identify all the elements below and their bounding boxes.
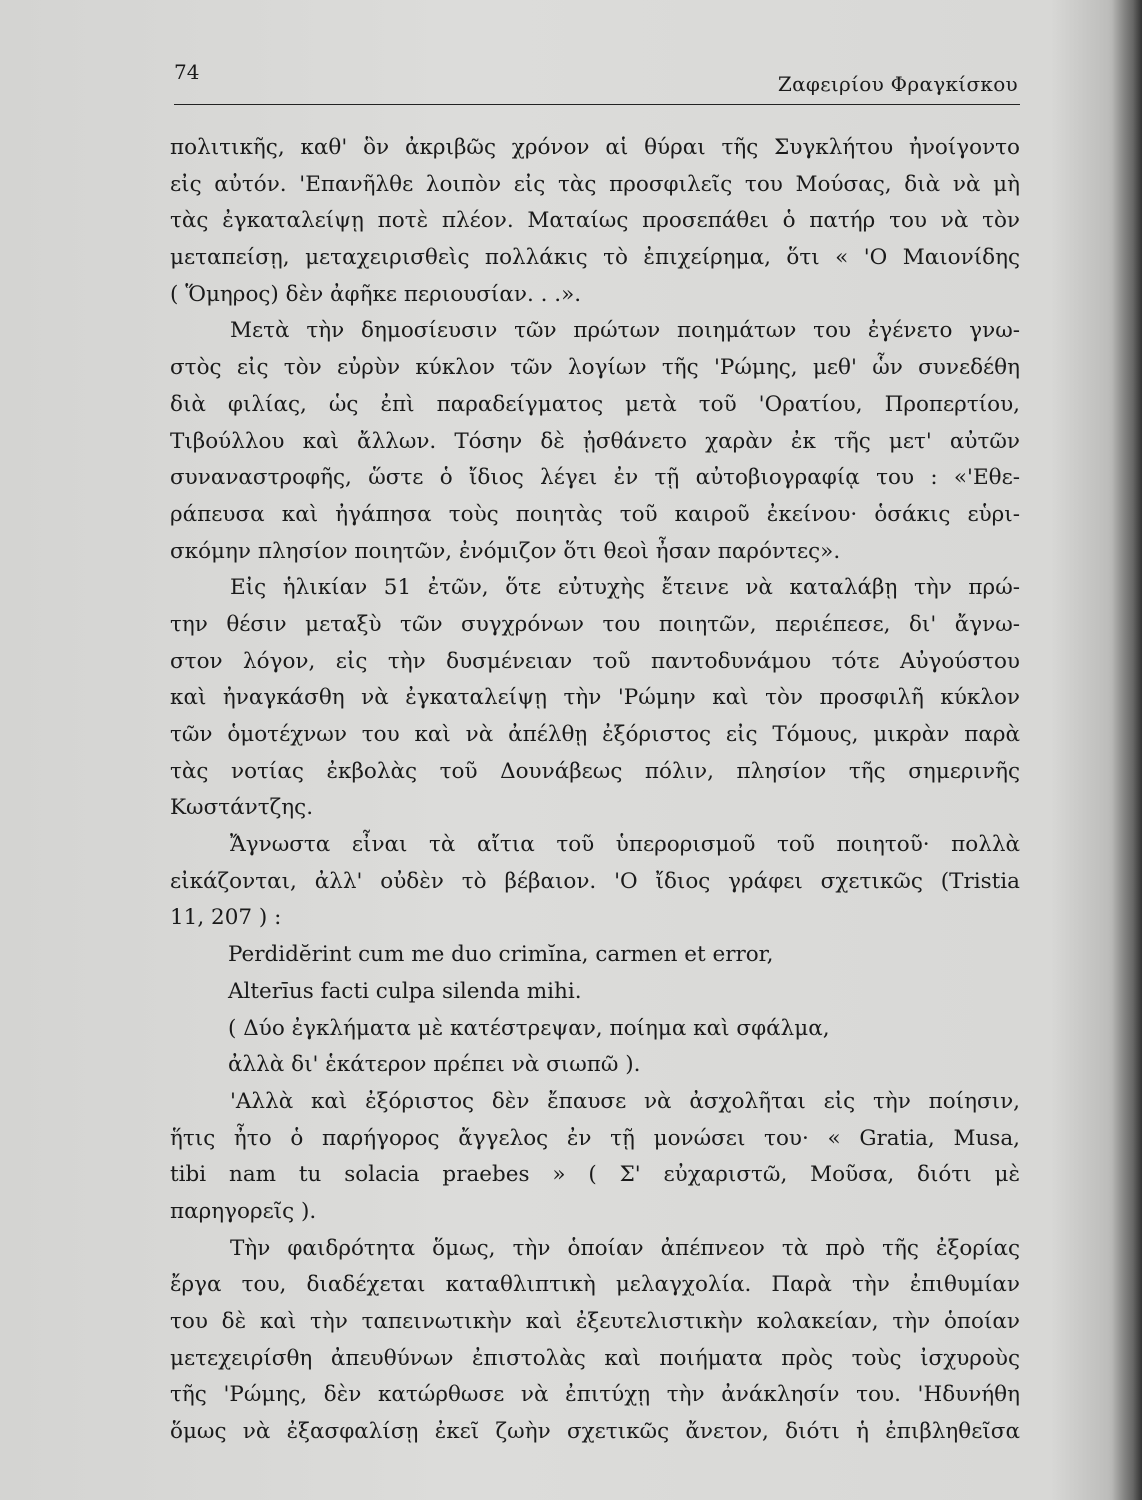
text-line: συναναστροφῆς, ὥστε ὁ ἴδιος λέγει ἐν τῇ αὐτοβιογραφίᾳ του : «'Εθε-: [170, 465, 1020, 491]
text-line: στὸς εἰς τὸν εὐρὺν κύκλον τῶν λογίων τῆς 'Ρώμης, μεθ' ὧν συνεδέθη: [170, 355, 1020, 381]
text-line: ( Ὅμηρος) δὲν ἀφῆκε περιουσίαν. . .».: [170, 281, 582, 307]
text-line: Τὴν φαιδρότητα ὅμως, τὴν ὁποίαν ἀπέπνεον τὰ πρὸ τῆς ἐξορίας: [230, 1235, 1020, 1261]
verse-translation-line: ἀλλὰ δι' ἑκάτερον πρέπει νὰ σιωπῶ ).: [228, 1052, 641, 1078]
text-line: τὰς ἐγκαταλείψῃ ποτὲ πλέον. Ματαίως προσεπάθει ὁ πατήρ του νὰ τὸν: [170, 208, 1020, 234]
text-line: παρηγορεῖς ).: [170, 1198, 317, 1224]
text-line: καὶ ἠναγκάσθη νὰ ἐγκαταλείψῃ τὴν 'Ρώμην καὶ τὸν προσφιλῆ κύκλον: [170, 685, 1020, 711]
book-spine-shadow: [1112, 0, 1142, 1500]
text-line: ράπευσα καὶ ἠγάπησα τοὺς ποιητὰς τοῦ καιροῦ ἐκείνου· ὁσάκις εὑρι-: [170, 501, 1020, 527]
paragraph: [170, 313, 1020, 570]
verse-line: Perdidĕrint cum me duo crimĭna, carmen et error,: [228, 942, 774, 968]
text-line: Κωστάντζης.: [170, 795, 314, 821]
paragraph: [170, 1084, 1020, 1231]
running-head: Ζαφειρίου Φραγκίσκου: [777, 72, 1018, 96]
page-number: 74: [174, 60, 200, 84]
body-text: [170, 130, 1020, 1451]
text-line: Ἄγνωστα εἶναι τὰ αἴτια τοῦ ὑπερορισμοῦ τοῦ ποιητοῦ· πολλὰ: [230, 832, 1020, 858]
text-line: του δὲ καὶ τὴν ταπεινωτικὴν καὶ ἐξευτελιστικὴν κολακείαν, τὴν ὁποίαν: [170, 1309, 1020, 1334]
text-line: τῆς 'Ρώμης, δὲν κατώρθωσε νὰ ἐπιτύχῃ τὴν ἀνάκλησίν του. 'Ηδυνήθη: [170, 1382, 1020, 1408]
paragraph: [170, 827, 1020, 937]
text-line: την θέσιν μεταξὺ τῶν συγχρόνων του ποιητῶν, περιέπεσε, δι' ἄγνω-: [170, 611, 1020, 637]
paragraph: [170, 130, 1020, 313]
verse-translation-line: ( Δύο ἐγκλήματα μὲ κατέστρεψαν, ποίημα καὶ σφάλμα,: [228, 1015, 830, 1041]
text-line: Εἰς ἡλικίαν 51 ἐτῶν, ὅτε εὐτυχὴς ἔτεινε νὰ καταλάβῃ τὴν πρώ-: [230, 575, 1020, 601]
text-line: ἥτις ἦτο ὁ παρήγορος ἄγγελος ἐν τῇ μονώσει του· « Gratia, Musa,: [170, 1125, 1020, 1151]
text-line: στον λόγον, εἰς τὴν δυσμένειαν τοῦ παντοδυνάμου τότε Αὐγούστου: [170, 648, 1020, 674]
text-line: μετεχειρίσθη ἀπευθύνων ἐπιστολὰς καὶ ποιήματα πρὸς τοὺς ἰσχυροὺς: [170, 1345, 1020, 1371]
paragraph: [170, 1231, 1020, 1451]
text-line: tibi nam tu solacia praebes » ( Σ' εὐχαριστῶ, Μοῦσα, διότι μὲ: [170, 1162, 1020, 1188]
text-line: 11, 207 ) :: [170, 905, 282, 931]
text-line: τὰς νοτίας ἐκβολὰς τοῦ Δουνάβεως πόλιν, πλησίον τῆς σημερινῆς: [170, 758, 1020, 784]
page-header: [174, 60, 1020, 105]
text-line: διὰ φιλίας, ὡς ἐπὶ παραδείγματος μετὰ τοῦ 'Ορατίου, Προπερτίου,: [170, 391, 1020, 417]
text-line: εἰς αὐτόν. 'Επανῆλθε λοιπὸν εἰς τὰς προσφιλεῖς του Μούσας, διὰ νὰ μὴ: [170, 171, 1020, 197]
text-line: 'Αλλὰ καὶ ἐξόριστος δὲν ἔπαυσε νὰ ἀσχολῆται εἰς τὴν ποίησιν,: [230, 1088, 1020, 1114]
text-line: Τιβούλλου καὶ ἄλλων. Τόσην δὲ ᾐσθάνετο χαρὰν ἐκ τῆς μετ' αὐτῶν: [170, 428, 1020, 454]
verse-quotation: [170, 937, 1020, 1084]
text-line: ὅμως νὰ ἐξασφαλίσῃ ἐκεῖ ζωὴν σχετικῶς ἄνετον, διότι ἡ ἐπιβληθεῖσα: [170, 1419, 1020, 1445]
text-line: ἔργα του, διαδέχεται καταθλιπτικὴ μελαγχολία. Παρὰ τὴν ἐπιθυμίαν: [170, 1272, 1020, 1298]
paragraph: [170, 570, 1020, 827]
text-line: πολιτικῆς, καθ' ὃν ἀκριβῶς χρόνον αἱ θύραι τῆς Συγκλήτου ἠνοίγοντο: [170, 135, 1020, 160]
text-line: μεταπείσῃ, μεταχειρισθεὶς πολλάκις τὸ ἐπιχείρημα, ὅτι « 'Ο Μαιονίδης: [170, 245, 1020, 271]
text-line: εἰκάζονται, ἀλλ' οὐδὲν τὸ βέβαιον. 'Ο ἴδιος γράφει σχετικῶς (Tristia: [170, 868, 1020, 894]
text-line: Μετὰ τὴν δημοσίευσιν τῶν πρώτων ποιημάτων του ἐγένετο γνω-: [230, 318, 1020, 344]
verse-line: Alterīus facti culpa silenda mihi.: [228, 978, 582, 1004]
text-line: τῶν ὁμοτέχνων του καὶ νὰ ἀπέλθῃ ἐξόριστος εἰς Τόμους, μικρὰν παρὰ: [170, 722, 1020, 747]
text-line: σκόμην πλησίον ποιητῶν, ἐνόμιζον ὅτι θεοὶ ἦσαν παρόντες».: [170, 538, 841, 564]
